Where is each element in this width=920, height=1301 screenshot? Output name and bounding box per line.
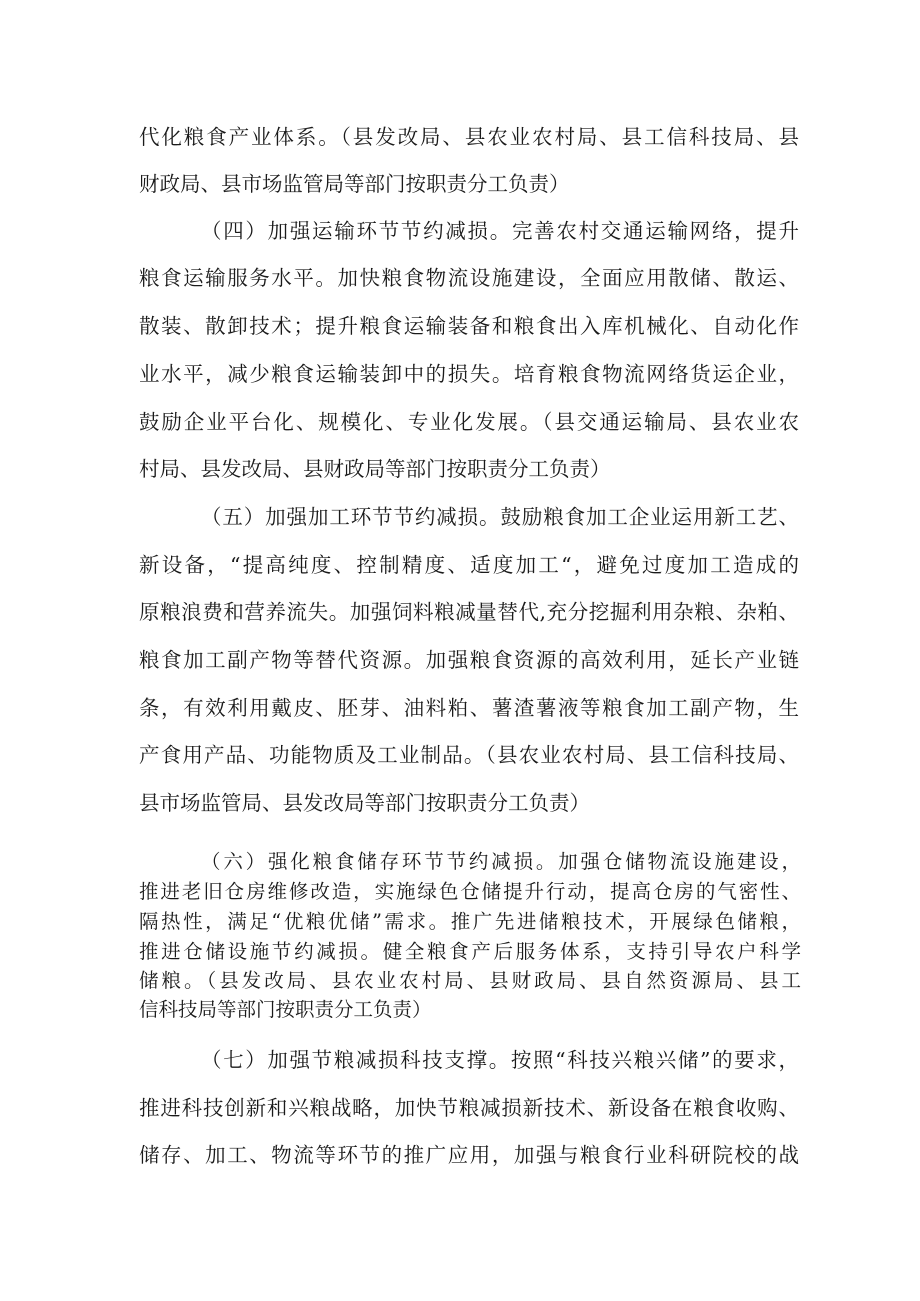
paragraph-line: 隔热性，满足“优粮优储”需求。推广先进储粮技术，开展绿色储粮， xyxy=(139,910,801,933)
paragraph-line: 推进老旧仓房维修改造，实施绿色仓储提升行动，提高仓房的气密性、 xyxy=(139,880,801,903)
paragraph-line: 业水平，减少粮食运输装卸中的损失。培育粮食物流网络货运企业， xyxy=(139,362,799,386)
paragraph-line: 新设备，“提高纯度、控制精度、适度加工“，避免过度加工造成的 xyxy=(139,553,799,577)
paragraph-line: 产食用产品、功能物质及工业制品。（县农业农村局、县工信科技局、 xyxy=(139,743,799,767)
paragraph-line: 村局、县发改局、县财政局等部门按职责分工负责） xyxy=(139,457,611,481)
paragraph-line: 粮食加工副产物等替代资源。加强粮食资源的高效利用，延长产业链 xyxy=(139,648,799,672)
paragraph-line: 条，有效利用戴皮、胚芽、油料粕、薯渣薯液等粮食加工副产物，生 xyxy=(139,696,799,720)
paragraph-line: 财政局、县市场监管局等部门按职责分工负责） xyxy=(139,172,570,196)
paragraph-line: 储存、加工、物流等环节的推广应用，加强与粮食行业科研院校的战 xyxy=(139,1143,799,1167)
paragraph-line: 粮食运输服务水平。加快粮食物流设施建设，全面应用散储、散运、 xyxy=(139,266,799,290)
paragraph-line: 鼓励企业平台化、规模化、专业化发展。（县交通运输局、县农业农 xyxy=(139,410,799,434)
paragraph-line: 县市场监管局、县发改局等部门按职责分工负责） xyxy=(139,791,590,815)
paragraph-line: （七）加强节粮减损科技支撑。按照“科技兴粮兴储”的要求， xyxy=(201,1048,799,1072)
paragraph-line: （五）加强加工环节节约减损。鼓励粮食加工企业运用新工艺、 xyxy=(201,505,799,529)
paragraph-line: 储粮。（县发改局、县农业农村局、县财政局、县自然资源局、县工 xyxy=(139,969,801,992)
paragraph-line: 代化粮食产业体系。（县发改局、县农业农村局、县工信科技局、县 xyxy=(139,125,799,149)
paragraph-line: 推进仓储设施节约减损。健全粮食产后服务体系，支持引导农户科学 xyxy=(139,940,801,963)
paragraph-line: （四）加强运输环节节约减损。完善农村交通运输网络，提升 xyxy=(201,219,799,243)
paragraph-line: 信科技局等部门按职责分工负责） xyxy=(139,998,432,1021)
paragraph-line: 原粮浪费和营养流失。加强饲料粮减量替代,充分挖掘利用杂粮、杂粕、 xyxy=(139,600,799,624)
paragraph-line: （六）强化粮食储存环节节约减损。加强仓储物流设施建设， xyxy=(201,850,801,873)
paragraph-line: 散装、散卸技术；提升粮食运输装备和粮食出入库机械化、自动化作 xyxy=(139,314,799,338)
paragraph-line: 推进科技创新和兴粮战略，加快节粮减损新技术、新设备在粮食收购、 xyxy=(139,1096,799,1120)
